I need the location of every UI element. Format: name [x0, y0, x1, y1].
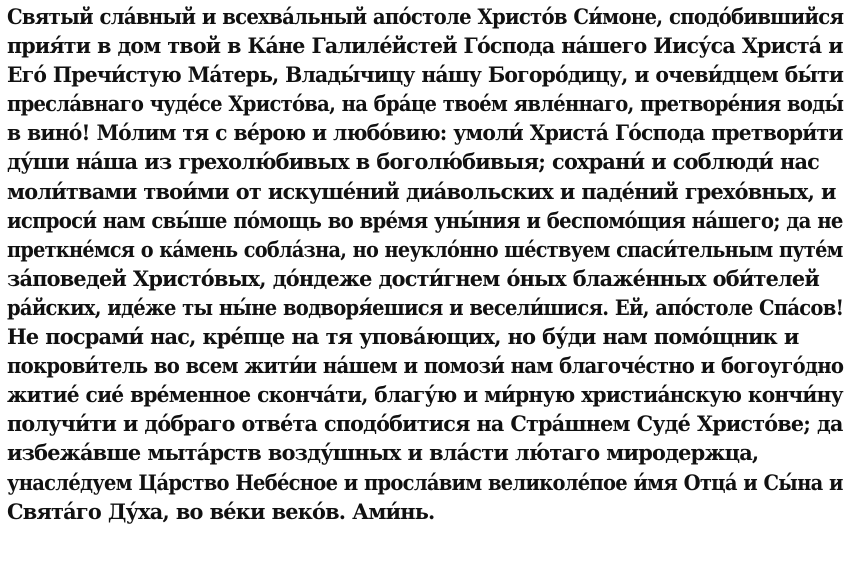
prayer-line-13: покрови́тель во всем жити́и на́шем и помози́ нам благоче́стно и богоуго́дно	[7, 353, 844, 379]
prayer-line-18: Свята́го Ду́ха, во ве́ки веко́в. Ами́нь.	[7, 498, 435, 524]
prayer-line-5: в вино́! Мо́лим тя с ве́рою и любо́вию: умоли́ Христа́ Го́спода претвори́ти	[7, 120, 843, 146]
prayer-line-15: получи́ти и до́браго отве́та сподо́битися на Стра́шнем Суде́ Христо́ве; да	[7, 411, 843, 437]
prayer-line-7: моли́твами твои́ми от искуше́ний диа́вольских и паде́ний грехо́вных, и	[7, 178, 836, 204]
prayer-line-12: Не посрами́ нас, кре́пце на тя упова́ющих, но бу́ди нам помо́щник и	[7, 324, 799, 350]
prayer-line-17: унасле́дуем Ца́рство Небе́сное и просла́вим великоле́пое и́мя Отца́ и Сы́на и	[7, 469, 843, 495]
prayer-line-1: Святый сла́вный и всехва́льный апо́столе Христо́в Си́моне, сподо́бившийся	[7, 4, 844, 29]
prayer-line-16: избежа́вше мыта́рств возду́шных и вла́сти лю́таго миродержца,	[7, 440, 759, 466]
prayer-line-6: ду́ши на́ша из грехолю́бивых в боголю́бивыя; сохрани́ и соблюди́ нас	[7, 149, 820, 175]
prayer-line-4: пресла́внаго чуде́се Христо́ва, на бра́це твое́м явле́ннаго, претворе́ния воды́	[7, 91, 844, 117]
prayer-line-9: преткне́мся о ка́мень собла́зна, но неукло́нно ше́ствуем спаси́тельным путе́м	[7, 236, 843, 262]
prayer-line-11: ра́йских, иде́же ты ны́не водворя́ешися и весели́шися. Ей, апо́столе Спа́сов!	[7, 294, 844, 320]
prayer-line-8: испроси́ нам свы́ше по́мощь во вре́мя уны́ния и беспомо́щия на́шего; да не	[7, 207, 843, 233]
prayer-line-10: за́поведей Христо́вых, до́ндеже дости́гнем о́ных блаже́нных оби́телей	[7, 265, 820, 291]
prayer-line-3: Его́ Пречи́стую Ма́терь, Влады́чицу на́шу Богоро́дицу, и очеви́дцем бы́ти	[7, 62, 844, 88]
prayer-line-2: прия́ти в дом твой в Ка́не Галиле́йстей Го́спода на́шего Иису́са Христа́ и	[7, 33, 843, 59]
prayer-text	[7, 2, 850, 526]
prayer-line-14: житие́ сие́ вре́менное сконча́ти, благу́ю и ми́рную христиа́нскую кончи́ну	[7, 382, 843, 408]
